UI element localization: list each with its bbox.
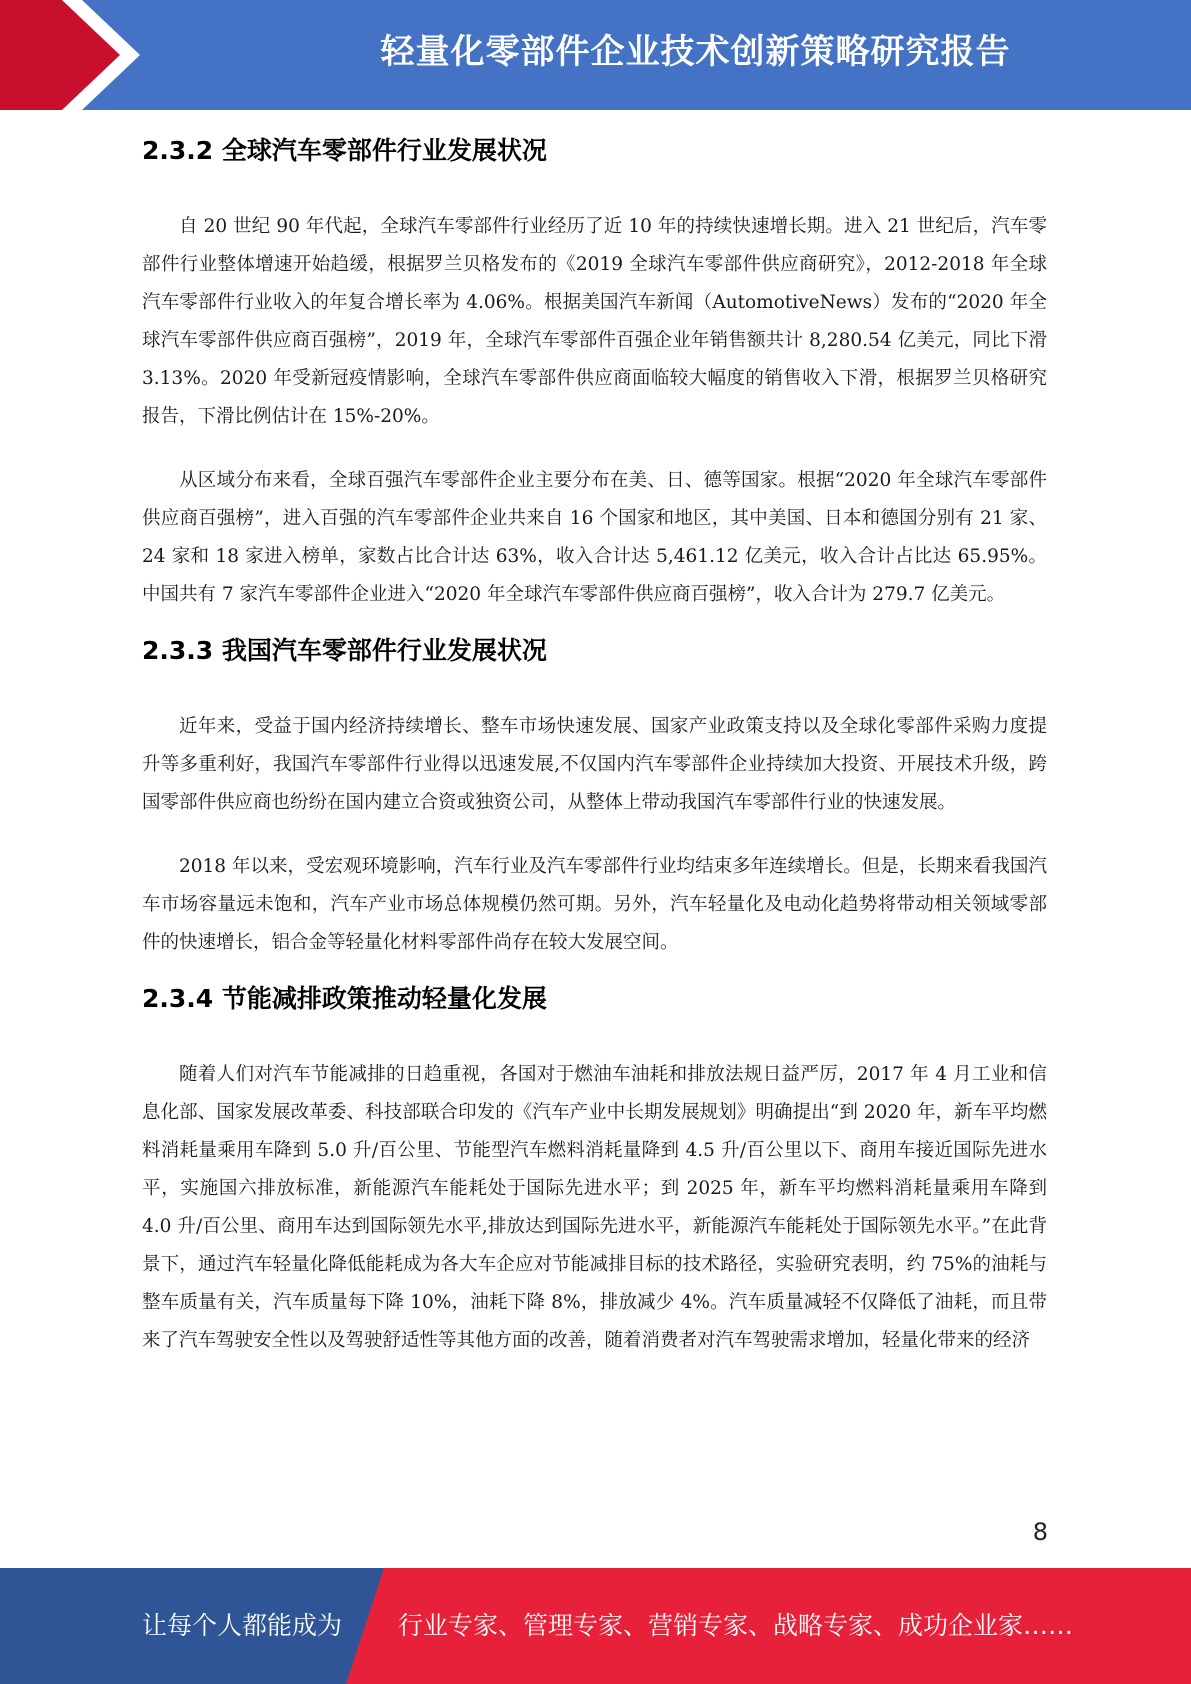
report-title: 轻量化零部件企业技术创新策略研究报告 [380,32,1011,72]
paragraph: 从区域分布来看，全球百强汽车零部件企业主要分布在美、日、德等国家。根据“2020 年全球汽车零部件供应商百强榜”，进入百强的汽车零部件企业共来自 16 个国家和地区，其中美国、日本和德国分别有 21 家、24 家和 18 家进入榜单，家数占比合计达 63%，收入合计达 5,461.12 亿美元，收入合计占比达 65.95%。中国共有 7 家汽车零部件企业进入“2020 年全球汽车零部件供应商百强榜”，收入合计为 279.7 亿美元。 [142,470,1047,605]
document-body [142,128,1047,1360]
footer-slogan-roles: 行业专家、管理专家、营销专家、战略专家、成功企业家…… [398,1611,1074,1640]
section-heading-2-3-3: 2.3.3 我国汽车零部件行业发展状况 [142,636,547,665]
footer-slogan-lead: 让每个人都能成为 [142,1611,343,1640]
header-chevron-icon [0,0,160,110]
paragraph: 2018 年以来，受宏观环境影响，汽车行业及汽车零部件行业均结束多年连续增长。但是，长期来看我国汽车市场容量远未饱和，汽车产业市场总体规模仍然可期。另外，汽车轻量化及电动化趋势将带动相关领域零部件的快速增长，铝合金等轻量化材料零部件尚存在较大发展空间。 [142,856,1047,953]
section-heading-2-3-4: 2.3.4 节能减排政策推动轻量化发展 [142,984,547,1013]
paragraph: 自 20 世纪 90 年代起，全球汽车零部件行业经历了近 10 年的持续快速增长期。进入 21 世纪后，汽车零部件行业整体增速开始趋缓，根据罗兰贝格发布的《2019 全球汽车零部件供应商研究》，2012-2018 年全球汽车零部件行业收入的年复合增长率为 4.06%。根据美国汽车新闻（AutomotiveNews）发布的“2020 年全球汽车零部件供应商百强榜”，2019 年，全球汽车零部件百强企业年销售额共计 8,280.54 亿美元，同比下滑 3.13%。2020 年受新冠疫情影响，全球汽车零部件供应商面临较大幅度的销售收入下滑，根据罗兰贝格研究报告，下滑比例估计在 15%-20%。 [142,216,1047,427]
page-number: 8 [1032,1518,1048,1546]
page-footer [0,1568,1191,1684]
paragraph: 近年来，受益于国内经济持续增长、整车市场快速发展、国家产业政策支持以及全球化零部件采购力度提升等多重利好，我国汽车零部件行业得以迅速发展,不仅国内汽车零部件企业持续加大投资、开展技术升级，跨国零部件供应商也纷纷在国内建立合资或独资公司，从整体上带动我国汽车零部件行业的快速发展。 [142,716,1047,813]
page-header [0,0,1191,110]
paragraph: 随着人们对汽车节能减排的日趋重视，各国对于燃油车油耗和排放法规日益严厉，2017 年 4 月工业和信息化部、国家发展改革委、科技部联合印发的《汽车产业中长期发展规划》明确提出“到 2020 年，新车平均燃料消耗量乘用车降到 5.0 升/百公里、节能型汽车燃料消耗量降到 4.5 升/百公里以下、商用车接近国际先进水平，实施国六排放标准，新能源汽车能耗处于国际先进水平；到 2025 年，新车平均燃料消耗量乘用车降到 4.0 升/百公里、商用车达到国际领先水平,排放达到国际先进水平，新能源汽车能耗处于国际领先水平。”在此背景下，通过汽车轻量化降低能耗成为各大车企应对节能减排目标的技术路径，实验研究表明，约 75%的油耗与整车质量有关，汽车质量每下降 10%，油耗下降 8%，排放减少 4%。汽车质量减轻不仅降低了油耗，而且带来了汽车驾驶安全性以及驾驶舒适性等其他方面的改善，随着消费者对汽车驾驶需求增加，轻量化带来的经济 [142,1064,1047,1351]
section-heading-2-3-2: 2.3.2 全球汽车零部件行业发展状况 [142,136,547,165]
